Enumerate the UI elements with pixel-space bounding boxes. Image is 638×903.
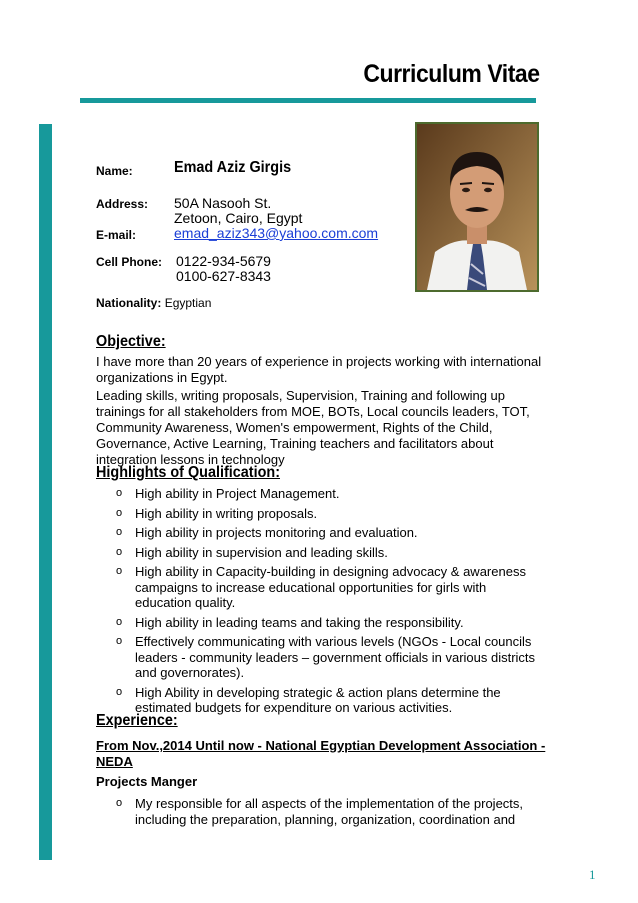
nationality-label: Nationality: (96, 296, 162, 310)
phone-label: Cell Phone: (96, 255, 163, 269)
highlights-heading: Highlights of Qualification: (96, 464, 280, 481)
address-line-1: 50A Nasooh St. (174, 195, 272, 211)
list-item (116, 796, 536, 827)
experience-list (116, 796, 536, 831)
bullet-mark: o (116, 635, 123, 647)
list-item (116, 564, 536, 611)
list-item-text: High ability in projects monitoring and evaluation. (135, 525, 418, 540)
list-item (116, 525, 536, 541)
phone-2: 0100-627-8343 (176, 268, 271, 284)
list-item (116, 634, 536, 681)
email-link[interactable]: emad_aziz343@yahoo.com.com (174, 225, 379, 241)
page-title: Curriculum Vitae (363, 60, 540, 88)
name-value: Emad Aziz Girgis (174, 159, 292, 176)
side-accent-bar (39, 124, 52, 860)
bullet-mark: o (116, 615, 123, 628)
bullet-mark: o (116, 506, 123, 519)
address-label: Address: (96, 197, 149, 211)
experience-heading: Experience: (96, 712, 178, 729)
list-item (116, 685, 536, 716)
page-number: 1 (589, 867, 596, 882)
bullet-mark: o (116, 526, 123, 538)
list-item-text: Effectively communicating with various levels (NGOs - Local councils leaders - community leaders – government officials in various districts and governorates). (135, 634, 536, 680)
list-item-text: High ability in writing proposals. (135, 505, 318, 521)
bullet-mark: o (116, 685, 123, 698)
email-label: E-mail: (96, 228, 137, 242)
list-item-text: High ability in leading teams and taking the responsibility. (135, 614, 464, 630)
list-item-text: High ability in Capacity-building in designing advocacy & awareness campaigns to increase educational opportunities for girls with education quality. (135, 564, 526, 610)
nationality-value: Egyptian (164, 296, 212, 310)
list-item-text: My responsible for all aspects of the implementation of the projects, including the preparation, planning, organization, coordination and (135, 796, 524, 827)
nationality-row (96, 296, 211, 310)
bullet-mark: o (116, 565, 123, 577)
profile-photo (415, 122, 539, 292)
list-item (116, 486, 536, 502)
experience-role: Projects Manger (96, 774, 198, 789)
list-item-text: High ability in supervision and leading skills. (135, 544, 388, 560)
name-label: Name: (96, 164, 133, 178)
title-rule (80, 98, 536, 103)
highlights-list (116, 486, 536, 720)
phone-1: 0122-934-5679 (176, 253, 271, 269)
address-line-2: Zetoon, Cairo, Egypt (174, 210, 303, 226)
bullet-mark: o (116, 487, 123, 499)
bullet-mark: o (116, 545, 123, 558)
list-item-text: High ability in Project Management. (135, 486, 340, 501)
list-item (116, 545, 536, 561)
list-item (116, 615, 536, 631)
list-item-text: High Ability in developing strategic & action plans determine the estimated budgets for expenditure on various activities. (135, 684, 501, 715)
objective-heading: Objective: (96, 333, 166, 350)
bullet-mark: o (116, 797, 123, 809)
objective-para-2: Leading skills, writing proposals, Supervision, Training and following up trainings for all stakeholders from MOE, BOTs, Local councils leaders, TOT, Community Awareness, Women's empowerment, Rights of the Child, Governance, Active Learning, Training teachers and facilitators about integration lessons in technology (96, 388, 530, 467)
experience-job-title: From Nov.,2014 Until now - National Egyptian Development Association - NEDA (96, 738, 546, 769)
list-item (116, 506, 536, 522)
objective-para-1: I have more than 20 years of experience in projects working with international organizations in Egypt. (96, 354, 542, 385)
